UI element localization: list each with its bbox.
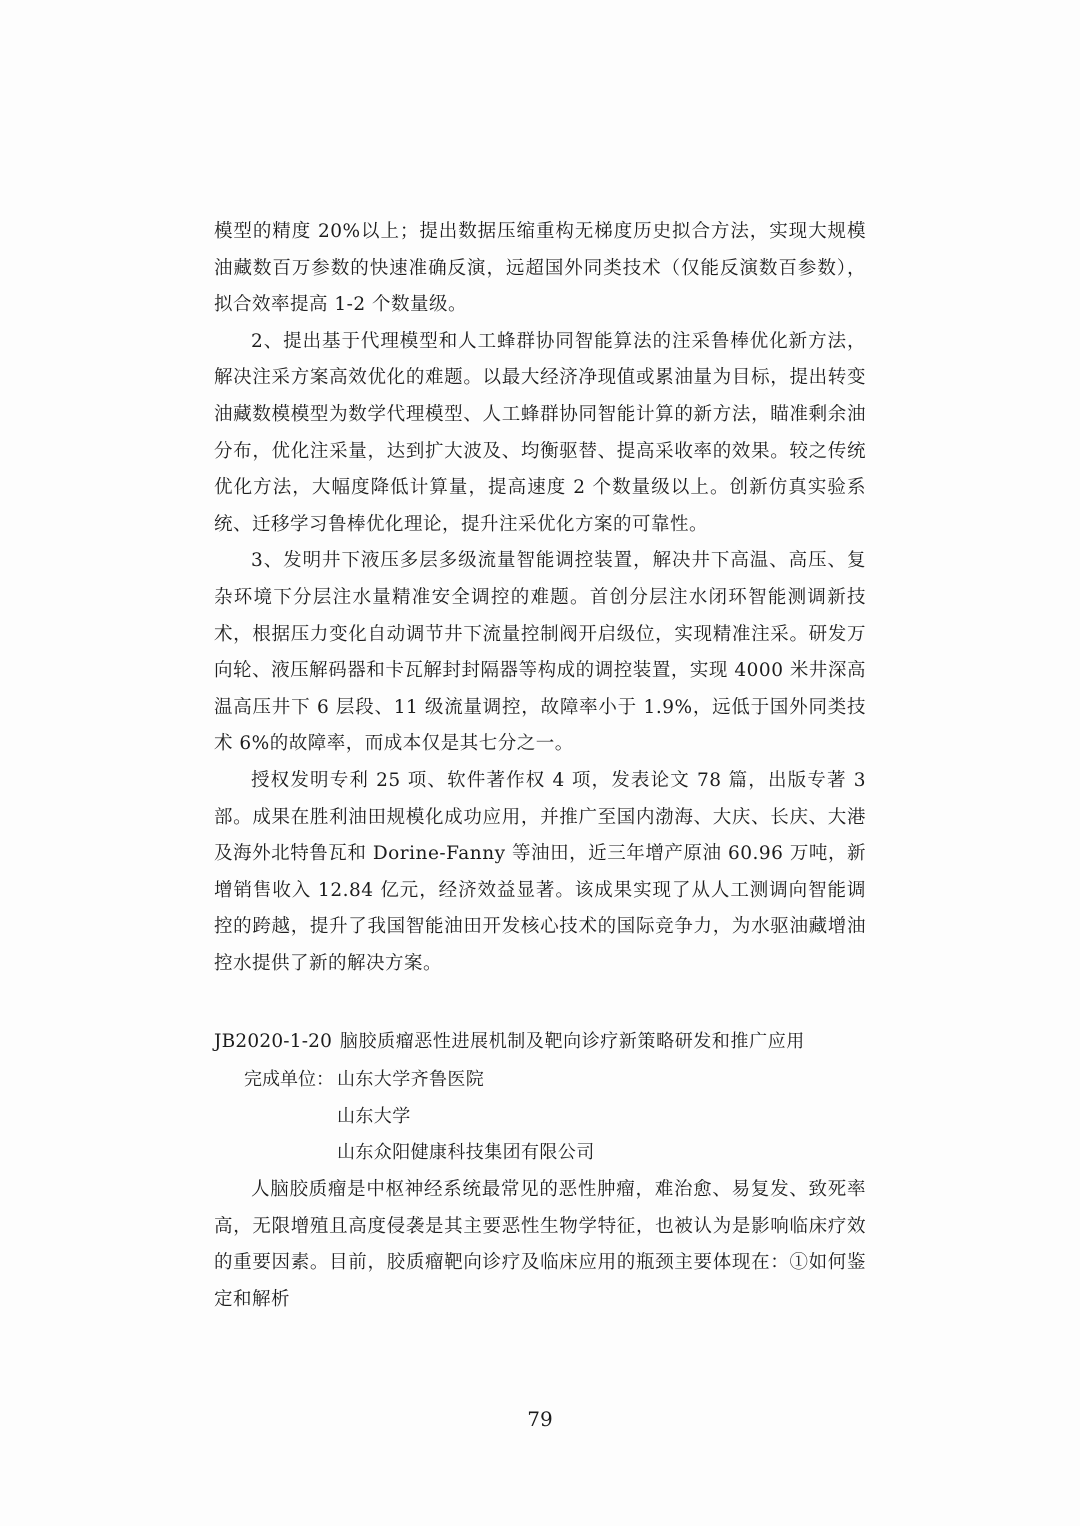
top-text-block <box>214 214 866 982</box>
paragraph-achievements: 授权发明专利 25 项、软件著作权 4 项，发表论文 78 篇，出版专著 3 部。成果在胜利油田规模化成功应用，并推广至国内渤海、大庆、长庆、大港及海外北特鲁瓦和 Dorine-Fanny 等油田，近三年增产原油 60.96 万吨，新增销售收入 12.84 亿元，经济效益显著。该成果实现了从人工测调向智能调控的跨越，提升了我国智能油田开发核心技术的国际竞争力，为水驱油藏增油控水提供了新的解决方案。 <box>214 769 866 974</box>
unit-item: 山东大学齐鲁医院 <box>337 1069 485 1090</box>
units-list <box>337 1062 595 1172</box>
paragraph-introduction: 人脑胶质瘤是中枢神经系统最常见的恶性肿瘤，难治愈、易复发、致死率高，无限增殖且高度侵袭是其主要恶性生物学特征，也被认为是影响临床疗效的重要因素。目前，胶质瘤靶向诊疗及临床应用的瓶颈主要体现在：①如何鉴定和解析 <box>214 1179 866 1310</box>
project-code: JB2020-1-20 <box>214 1031 333 1052</box>
paragraph-item-3: 3、发明井下液压多层多级流量智能调控装置，解决井下高温、高压、复杂环境下分层注水量精准安全调控的难题。首创分层注水闭环智能测调新技术，根据压力变化自动调节井下流量控制阀开启级位，实现精准注采。研发万向轮、液压解码器和卡瓦解封封隔器等构成的调控装置，实现 4000 米井深高温高压井下 6 层段、11 级流量调控，故障率小于 1.9%，远低于国外同类技术 6%的故障率，而成本仅是其七分之一。 <box>214 550 866 755</box>
unit-item: 山东众阳健康科技集团有限公司 <box>337 1142 595 1163</box>
unit-item: 山东大学 <box>337 1105 411 1127</box>
project-title: 脑胶质瘤恶性进展机制及靶向诊疗新策略研发和推广应用 <box>339 1031 805 1052</box>
page-number: 79 <box>527 1407 553 1431</box>
project-header <box>214 1024 866 1060</box>
paragraph-item-2: 2、提出基于代理模型和人工蜂群协同智能算法的注采鲁棒优化新方法，解决注采方案高效优化的难题。以最大经济净现值或累油量为目标，提出转变油藏数模模型为数学代理模型、人工蜂群协同智能计算的新方法，瞄准剩余油分布，优化注采量，达到扩大波及、均衡驱替、提高采收率的效果。较之传统优化方法，大幅度降低计算量，提高速度 2 个数量级以上。创新仿真实验系统、迁移学习鲁棒优化理论，提升注采优化方案的可靠性。 <box>214 330 866 535</box>
paragraph-continued: 模型的精度 20%以上；提出数据压缩重构无梯度历史拟合方法，实现大规模油藏数百万参数的快速准确反演，远超国外同类技术（仅能反演数百参数），拟合效率提高 1-2 个数量级。 <box>214 221 866 316</box>
bottom-text-block <box>214 1172 866 1318</box>
units-label: 完成单位： <box>244 1069 334 1090</box>
